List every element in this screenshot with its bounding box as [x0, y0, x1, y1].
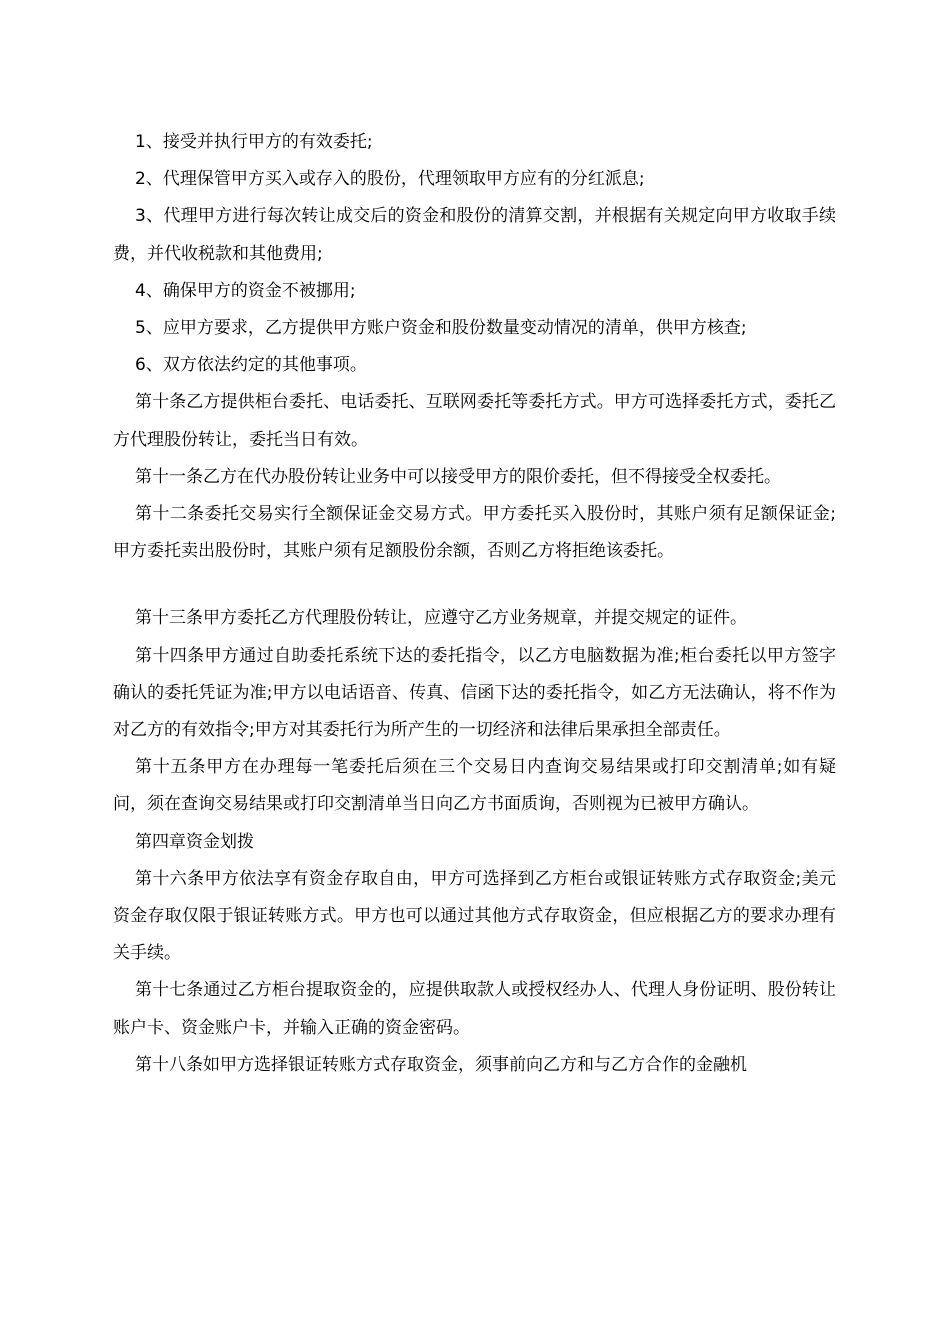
article-14: 第十四条甲方通过自助委托系统下达的委托指令，以乙方电脑数据为准;柜台委托以甲方签字确认的委托凭证为准;甲方以电话语音、传真、信函下达的委托指令，如乙方无法确认，将不作为对乙方的有效指令;甲方对其委托行为所产生的一切经济和法律后果承担全部责任。	[113, 645, 836, 741]
clause-item-4: 4、确保甲方的资金不被挪用;	[135, 280, 356, 301]
chapter-heading: 第四章资金划拨	[135, 831, 254, 852]
article-16: 第十六条甲方依法享有资金存取自由，甲方可选择到乙方柜台或银证转账方式存取资金;美元资金存取仅限于银证转账方式。甲方也可以通过其他方式存取资金，但应根据乙方的要求办理有关手续。	[113, 868, 836, 964]
clause-item-5: 5、应甲方要求，乙方提供甲方账户资金和股份数量变动情况的清单，供甲方核查;	[135, 318, 747, 339]
clause-item-2: 2、代理保管甲方买入或存入的股份，代理领取甲方应有的分红派息;	[135, 169, 645, 190]
article-13: 第十三条甲方委托乙方代理股份转让，应遵守乙方业务规章，并提交规定的证件。	[135, 608, 747, 629]
article-17: 第十七条通过乙方柜台提取资金的，应提供取款人或授权经办人、代理人身份证明、股份转让账户卡、资金账户卡，并输入正确的资金密码。	[113, 980, 836, 1038]
article-18: 第十八条如甲方选择银证转账方式存取资金，须事前向乙方和与乙方合作的金融机	[135, 1054, 747, 1075]
paragraph-gap	[113, 570, 836, 600]
clause-item-1: 1、接受并执行甲方的有效委托;	[135, 132, 373, 152]
clause-item-6: 6、双方依法约定的其他事项。	[135, 355, 367, 376]
document-body	[113, 124, 836, 1084]
article-10: 第十条乙方提供柜台委托、电话委托、互联网委托等委托方式。甲方可选择委托方式，委托乙方代理股份转让，委托当日有效。	[113, 392, 836, 450]
article-15: 第十五条甲方在办理每一笔委托后须在三个交易日内查询交易结果或打印交割清单;如有疑问，须在查询交易结果或打印交割清单当日向乙方书面质询，否则视为已被甲方确认。	[113, 757, 836, 815]
article-12: 第十二条委托交易实行全额保证金交易方式。甲方委托买入股份时，其账户须有足额保证金;甲方委托卖出股份时，其账户须有足额股份余额，否则乙方将拒绝该委托。	[113, 504, 836, 562]
clause-item-3: 3、代理甲方进行每次转让成交后的资金和股份的清算交割，并根据有关规定向甲方收取手续费，并代收税款和其他费用;	[113, 206, 836, 264]
article-11: 第十一条乙方在代办股份转让业务中可以接受甲方的限价委托，但不得接受全权委托。	[135, 466, 781, 487]
